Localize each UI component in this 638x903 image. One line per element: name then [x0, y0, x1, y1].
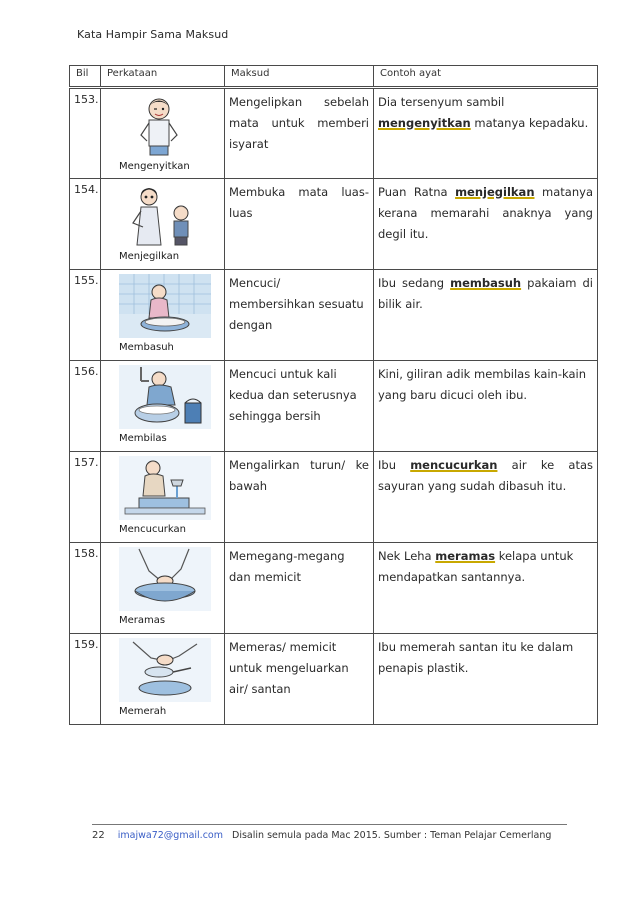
- meaning-cell: Memegang-megang dan memicit: [225, 543, 374, 634]
- example-sentence-cell: [374, 361, 598, 452]
- meaning-cell: Membuka mata luas-luas: [225, 179, 374, 270]
- rinsing-clothes-illustration: [119, 365, 211, 429]
- word-illustration-cell: [101, 361, 225, 452]
- col-header-perkataan: Perkataan: [101, 66, 225, 88]
- example-sentence-cell: [374, 270, 598, 361]
- kneading-coconut-illustration: [119, 547, 211, 611]
- row-number: 155.: [70, 270, 101, 361]
- example-sentence-cell: [374, 634, 598, 725]
- example-keyword: mencucurkan: [410, 458, 498, 472]
- meaning-cell: Memeras/ memicit untuk mengeluarkan air/ santan: [225, 634, 374, 725]
- example-text: Kini, giliran adik membilas kain-kain yang baru dicuci oleh ibu.: [378, 367, 586, 402]
- example-text: Ibu: [378, 458, 411, 472]
- author-email-link[interactable]: imajwa72@gmail.com: [117, 830, 223, 841]
- table-row: [70, 179, 598, 270]
- example-text: Nek Leha: [378, 549, 436, 563]
- word-caption: Mengenyitkan: [119, 161, 190, 172]
- table-row: [70, 361, 598, 452]
- col-header-bil: Bil: [70, 66, 101, 88]
- vocabulary-table: [69, 65, 598, 725]
- example-text: air ke atas sayuran yang sudah dibasuh itu.: [378, 458, 593, 493]
- example-text: Dia tersenyum sambil: [378, 95, 505, 109]
- row-number: 153.: [70, 88, 101, 179]
- meaning-cell: Mencuci/ membersihkan sesuatu dengan: [225, 270, 374, 361]
- example-keyword: menjegilkan: [455, 185, 535, 199]
- meaning-cell: Mengalirkan turun/ ke bawah: [225, 452, 374, 543]
- col-header-contoh-ayat: Contoh ayat: [374, 66, 598, 88]
- boy-winking-illustration: [119, 93, 211, 157]
- example-sentence-cell: [374, 543, 598, 634]
- footer-divider: [92, 824, 567, 825]
- woman-washing-clothes-illustration: [119, 274, 211, 338]
- example-keyword: meramas: [435, 549, 496, 563]
- table-row: [70, 543, 598, 634]
- table-row: [70, 634, 598, 725]
- example-text: kelapa untuk mendapatkan santannya.: [378, 549, 574, 584]
- table-row: [70, 88, 598, 179]
- word-caption: Menjegilkan: [119, 251, 180, 262]
- page-header: Kata Hampir Sama Maksud: [77, 28, 229, 41]
- word-illustration-cell: [101, 634, 225, 725]
- example-text: Ibu sedang: [378, 276, 451, 290]
- meaning-cell: Mengelipkan sebelah mata untuk memberi isyarat: [225, 88, 374, 179]
- example-keyword: membasuh: [450, 276, 522, 290]
- example-sentence-cell: [374, 179, 598, 270]
- example-text: pakaiam di bilik air.: [378, 276, 594, 311]
- word-illustration-cell: [101, 88, 225, 179]
- example-text: Ibu memerah santan itu ke dalam penapis plastik.: [378, 640, 574, 675]
- row-number: 156.: [70, 361, 101, 452]
- row-number: 159.: [70, 634, 101, 725]
- word-caption: Memerah: [119, 706, 167, 717]
- meaning-cell: Mencuci untuk kali kedua dan seterusnya sehingga bersih: [225, 361, 374, 452]
- word-illustration-cell: [101, 270, 225, 361]
- row-number: 158.: [70, 543, 101, 634]
- woman-glaring-illustration: [119, 183, 211, 247]
- table-row: [70, 270, 598, 361]
- word-illustration-cell: [101, 452, 225, 543]
- example-keyword: mengenyitkan: [378, 116, 471, 130]
- word-illustration-cell: [101, 179, 225, 270]
- source-note: Disalin semula pada Mac 2015. Sumber : Teman Pelajar Cemerlang: [232, 830, 552, 841]
- word-caption: Mencucurkan: [119, 524, 186, 535]
- word-caption: Meramas: [119, 615, 166, 626]
- pouring-water-illustration: [119, 456, 211, 520]
- example-text: matanya kepadaku.: [470, 116, 589, 130]
- word-caption: Membilas: [119, 433, 167, 444]
- table-row: [70, 452, 598, 543]
- row-number: 157.: [70, 452, 101, 543]
- example-text: matanya kerana memarahi anaknya yang degil itu.: [378, 185, 593, 241]
- example-sentence-cell: [374, 452, 598, 543]
- word-caption: Membasuh: [119, 342, 174, 353]
- squeezing-santan-illustration: [119, 638, 211, 702]
- row-number: 154.: [70, 179, 101, 270]
- example-sentence-cell: [374, 88, 598, 179]
- table-header-row: [70, 66, 598, 88]
- example-text: Puan Ratna: [378, 185, 456, 199]
- word-illustration-cell: [101, 543, 225, 634]
- page-number: 22: [92, 830, 105, 841]
- col-header-maksud: Maksud: [225, 66, 374, 88]
- page-footer: [92, 830, 551, 841]
